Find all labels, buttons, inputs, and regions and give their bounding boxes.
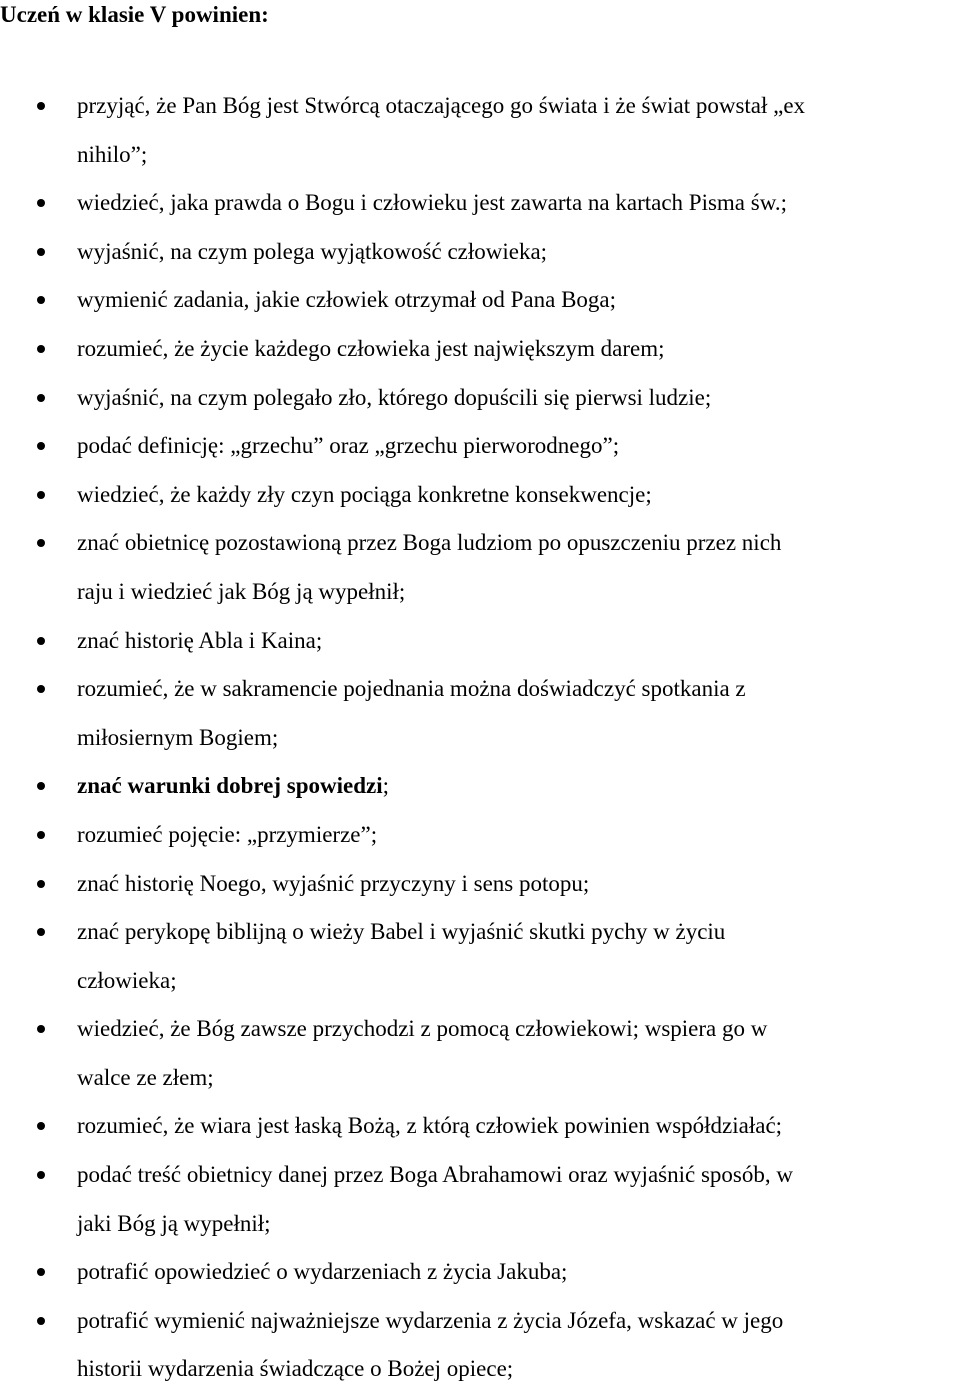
list-item-line: walce ze złem; xyxy=(77,1064,214,1090)
list-item xyxy=(0,1151,960,1248)
list-item xyxy=(0,1248,960,1297)
bullet-icon xyxy=(37,1268,45,1276)
bullet-icon xyxy=(37,928,45,936)
bullet-icon xyxy=(37,491,45,499)
list-item xyxy=(0,374,960,423)
list-item-line: jaki Bóg ją wypełnił; xyxy=(77,1210,271,1236)
list-item-line: rozumieć pojęcie: „przymierze”; xyxy=(77,821,378,847)
list-item-line: wyjaśnić, na czym polega wyjątkowość człowieka; xyxy=(77,238,548,264)
list-item-line: znać perykopę biblijną o wieży Babel i wyjaśnić skutki pychy w życiu xyxy=(77,919,726,945)
bullet-icon xyxy=(37,637,45,645)
list-item xyxy=(0,811,960,860)
list-item-line: podać treść obietnicy danej przez Boga Abrahamowi oraz wyjaśnić sposób, w xyxy=(77,1162,793,1188)
bullet-icon xyxy=(37,880,45,888)
list-item xyxy=(0,471,960,520)
list-item-line: przyjąć, że Pan Bóg jest Stwórcą otaczającego go świata i że świat powstał „ex xyxy=(77,93,806,118)
list-item xyxy=(0,1005,960,1102)
punctuation: ; xyxy=(382,773,390,799)
bullet-icon xyxy=(37,394,45,402)
list-item-line: raju i wiedzieć jak Bóg ją wypełnił; xyxy=(77,578,406,604)
list-item xyxy=(0,82,960,179)
list-item-line xyxy=(77,762,956,811)
bold-text: znać warunki dobrej spowiedzi xyxy=(77,773,383,799)
list-item-line: nihilo”; xyxy=(77,141,148,167)
list-item-line: wiedzieć, że Bóg zawsze przychodzi z pomocą człowiekowi; wspiera go w xyxy=(77,1016,768,1042)
list-item xyxy=(0,762,960,811)
bullet-icon xyxy=(37,345,45,353)
list-item xyxy=(0,179,960,228)
list-item xyxy=(0,1102,960,1151)
list-item-line: potrafić wymienić najważniejsze wydarzenia z życia Józefa, wskazać w jego xyxy=(77,1307,784,1333)
list-item-line: wiedzieć, jaka prawda o Bogu i człowieku jest zawarta na kartach Pisma św.; xyxy=(77,190,787,216)
list-item-line: człowieka; xyxy=(77,967,177,993)
list-item-line: znać historię Noego, wyjaśnić przyczyny i sens potopu; xyxy=(77,870,590,896)
list-item xyxy=(0,276,960,325)
list-item-line: potrafić opowiedzieć o wydarzeniach z życia Jakuba; xyxy=(77,1259,568,1285)
list-item xyxy=(0,617,960,666)
list-item-line: miłosiernym Bogiem; xyxy=(77,724,279,750)
bullet-icon xyxy=(37,296,45,304)
bullet-icon xyxy=(37,782,45,790)
list-item xyxy=(0,665,960,762)
list-item xyxy=(0,519,960,616)
list-item xyxy=(0,228,960,277)
list-item xyxy=(0,860,960,909)
list-item-line: znać obietnicę pozostawioną przez Boga ludziom po opuszczeniu przez nich xyxy=(77,530,782,556)
list-item-line: historii wydarzenia świadczące o Bożej opiece; xyxy=(77,1356,514,1382)
list-item-line: podać definicję: „grzechu” oraz „grzechu pierworodnego”; xyxy=(77,433,620,459)
bullet-icon xyxy=(37,1171,45,1179)
bullet-icon xyxy=(37,248,45,256)
list-item-line: rozumieć, że w sakramencie pojednania można doświadczyć spotkania z xyxy=(77,676,746,702)
bullet-icon xyxy=(37,1122,45,1130)
list-item xyxy=(0,1297,960,1394)
list-item-line: wymienić zadania, jakie człowiek otrzymał od Pana Boga; xyxy=(77,287,617,313)
list-item-line: rozumieć, że życie każdego człowieka jest największym darem; xyxy=(77,335,665,361)
list-item-line: znać historię Abla i Kaina; xyxy=(77,627,323,653)
bullet-icon xyxy=(37,442,45,450)
list-item xyxy=(0,325,960,374)
bullet-icon xyxy=(37,539,45,547)
bullet-icon xyxy=(37,685,45,693)
list-item-line: wyjaśnić, na czym polegało zło, którego dopuścili się pierwsi ludzie; xyxy=(77,384,712,410)
list-item xyxy=(0,908,960,1005)
list-item-line: wiedzieć, że każdy zły czyn pociąga konkretne konsekwencje; xyxy=(77,481,652,507)
document-heading: Uczeń w klasie V powinien: xyxy=(0,2,269,27)
list-item-line: rozumieć, że wiara jest łaską Bożą, z którą człowiek powinien współdziałać; xyxy=(77,1113,783,1139)
requirements-list xyxy=(0,82,960,1394)
bullet-icon xyxy=(37,1317,45,1325)
bullet-icon xyxy=(37,199,45,207)
bullet-icon xyxy=(37,1025,45,1033)
bullet-icon xyxy=(37,102,45,110)
bullet-icon xyxy=(37,831,45,839)
list-item xyxy=(0,422,960,471)
